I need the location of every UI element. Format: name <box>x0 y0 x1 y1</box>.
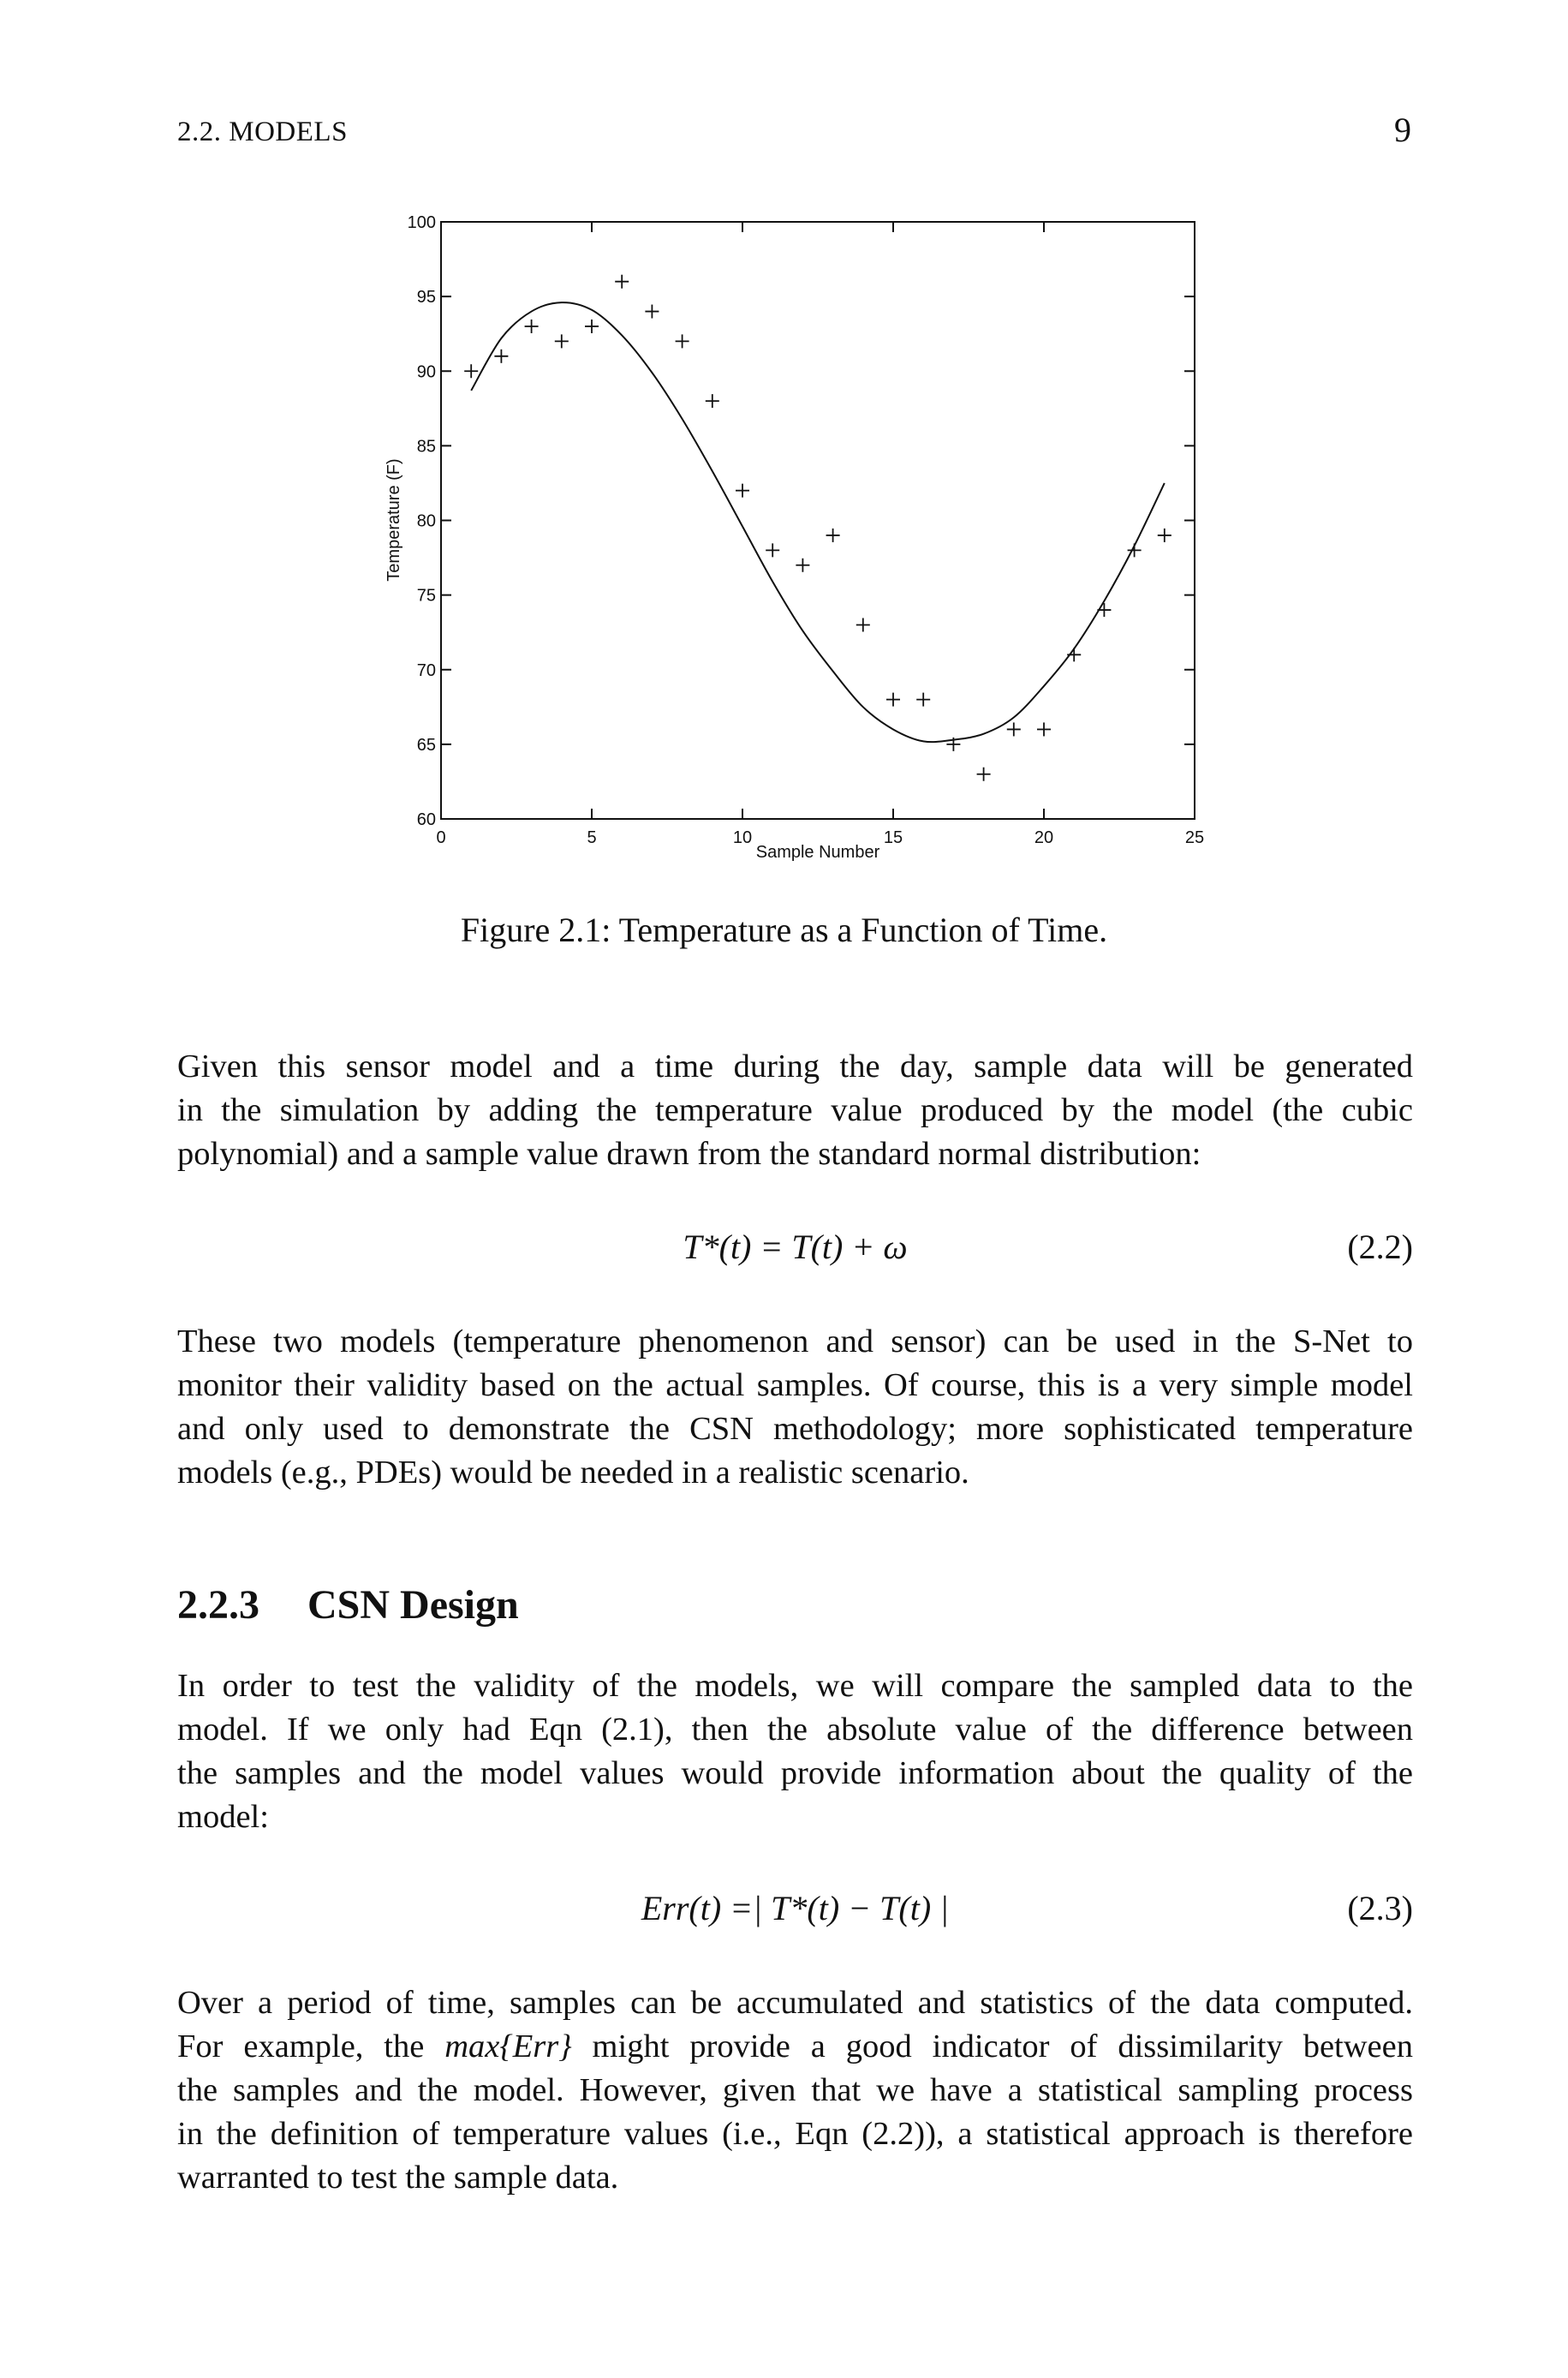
text-line: the samples and the model. However, given that we have a statistical sampling process <box>177 2072 1413 2108</box>
text-line: and only used to demonstrate the CSN methodology; more sophisticated temperature <box>177 1411 1413 1447</box>
sample-marker <box>1158 529 1172 542</box>
text-line: model: <box>177 1799 269 1835</box>
x-axis-label: Sample Number <box>755 843 880 862</box>
sample-marker <box>585 320 599 333</box>
y-tick-label: 90 <box>416 362 436 382</box>
text-line: In order to test the validity of the models, we will compare the sampled data to the <box>177 1668 1413 1704</box>
cubic-fit-line <box>471 302 1165 742</box>
x-tick-label: 25 <box>1184 828 1205 847</box>
sample-marker <box>615 275 629 289</box>
text-fragment: might provide a good indicator of dissimilarity between <box>571 2028 1413 2064</box>
text-line: in the simulation by adding the temperature value produced by the model (the cubic <box>177 1092 1413 1128</box>
sample-marker <box>1097 603 1111 617</box>
temperature-chart <box>0 0 1568 908</box>
text-line: Over a period of time, samples can be accumulated and statistics of the data computed. <box>177 1985 1413 2021</box>
y-tick-labels <box>408 213 436 829</box>
text-line: model. If we only had Eqn (2.1), then the absolute value of the difference between <box>177 1712 1413 1748</box>
sample-marker <box>796 559 809 572</box>
sample-marker <box>555 334 569 348</box>
text-line: Given this sensor model and a time during the day, sample data will be generated <box>177 1049 1413 1084</box>
y-tick-label: 75 <box>416 586 436 606</box>
text-line: polynomial) and a sample value drawn from the standard normal distribution: <box>177 1136 1201 1172</box>
sample-marker <box>826 529 840 542</box>
x-tick-label: 20 <box>1034 828 1054 847</box>
sample-marker <box>1037 722 1051 736</box>
y-tick-label: 85 <box>416 437 436 457</box>
sample-marker <box>1067 648 1081 661</box>
figure-caption: Figure 2.1: Temperature as a Function of Time. <box>460 911 1108 949</box>
equation-2-2 <box>177 1227 1413 1278</box>
x-tick-label: 5 <box>587 828 597 847</box>
sample-marker <box>1007 722 1021 736</box>
paragraph-4 <box>177 1981 1413 2200</box>
page-number: 9 <box>1394 111 1411 149</box>
plot-frame <box>441 222 1195 819</box>
sample-markers <box>464 275 1172 781</box>
text-line: These two models (temperature phenomenon and sensor) can be used in the S-Net to <box>177 1323 1413 1359</box>
inline-math: max{Err} <box>444 2028 572 2064</box>
section-number: 2.2.3 <box>177 1582 259 1628</box>
y-tick-label: 100 <box>407 213 436 232</box>
sample-marker <box>645 305 659 319</box>
y-tick-label: 70 <box>416 660 436 680</box>
x-tick-label: 10 <box>732 828 753 847</box>
sample-marker <box>464 364 478 378</box>
text-fragment: For example, the <box>177 2028 445 2064</box>
y-tick-label: 95 <box>416 288 436 308</box>
equation-2-3 <box>177 1888 1413 1939</box>
section-heading <box>177 1581 519 1628</box>
sample-marker <box>856 618 870 631</box>
paragraph-3 <box>177 1664 1413 1839</box>
sample-marker <box>736 484 749 498</box>
section-title: CSN Design <box>307 1582 519 1628</box>
sample-marker <box>525 320 539 333</box>
sample-marker <box>886 693 900 707</box>
paragraph-2 <box>177 1320 1413 1495</box>
y-tick-label: 60 <box>416 810 436 829</box>
x-tick-label: 15 <box>883 828 903 847</box>
sample-marker <box>916 693 930 707</box>
equation-number: (2.2) <box>1347 1228 1413 1266</box>
text-line: in the definition of temperature values (i.e., Eqn (2.2)), a statistical approach is therefore <box>177 2116 1413 2152</box>
sample-marker <box>676 334 689 348</box>
running-head: 2.2. MODELS <box>177 117 348 147</box>
sample-marker <box>766 543 779 557</box>
text-line <box>177 2025 1413 2069</box>
text-line: models (e.g., PDEs) would be needed in a realistic scenario. <box>177 1455 969 1491</box>
text-line: the samples and the model values would provide information about the quality of the <box>177 1755 1413 1791</box>
sample-marker <box>494 350 508 363</box>
sample-marker <box>706 394 719 408</box>
text-line: monitor their validity based on the actual samples. Of course, this is a very simple model <box>177 1367 1413 1403</box>
equation-body: Err(t) =| T*(t) − T(t) | <box>641 1889 950 1927</box>
equation-number: (2.3) <box>1347 1889 1413 1927</box>
axis-ticks <box>441 222 1195 819</box>
y-tick-label: 65 <box>416 735 436 755</box>
sample-marker <box>977 768 991 781</box>
text-line: warranted to test the sample data. <box>177 2160 619 2196</box>
x-tick-label: 0 <box>436 828 446 847</box>
y-axis-label: Temperature (F) <box>385 458 403 582</box>
y-tick-label: 80 <box>416 511 436 531</box>
paragraph-1 <box>177 1045 1413 1176</box>
equation-body: T*(t) = T(t) + ω <box>683 1228 908 1266</box>
